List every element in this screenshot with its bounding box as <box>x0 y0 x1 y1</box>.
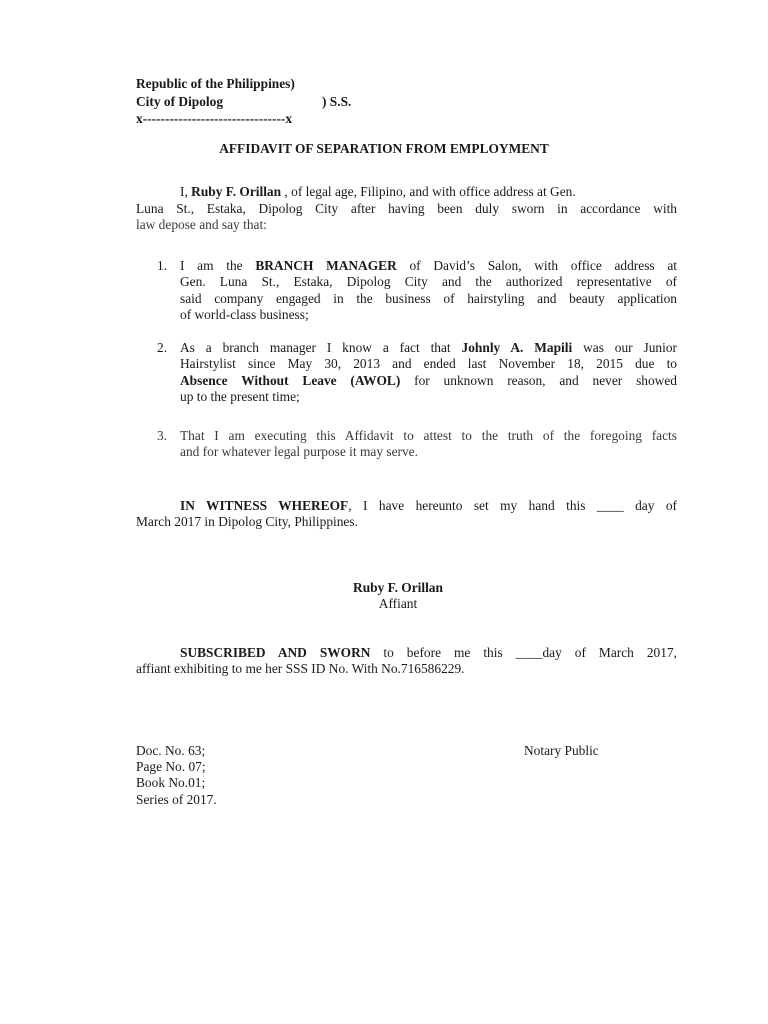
intro-pre: I, <box>180 184 192 199</box>
jurat-heading: SUBSCRIBED AND SWORN <box>180 645 371 660</box>
book-number: Book No.01; <box>136 775 206 790</box>
intro-line-3: law depose and say that: <box>136 217 267 232</box>
caption-ss: ) S.S. <box>322 94 352 109</box>
jurat-line1-rest: to before me this ____day of March 2017, <box>370 645 677 660</box>
intro-line-2: Luna St., Estaka, Dipolog City after having been duly sworn in accordance with <box>136 201 677 216</box>
item-3-line-1: That I am executing this Affidavit to attest to the truth of the foregoing facts <box>180 428 677 443</box>
jurat-line-2: affiant exhibiting to me her SSS ID No. With No.716586229. <box>136 661 465 676</box>
item-2-post: was our Junior <box>572 340 677 355</box>
witness-heading: IN WITNESS WHEREOF <box>180 498 349 513</box>
item-1-role: BRANCH MANAGER <box>255 258 397 273</box>
item-2-number: 2. <box>157 340 168 355</box>
witness-line1-rest: , I have hereunto set my hand this ____ day of <box>348 498 678 513</box>
item-3-line-2: and for whatever legal purpose it may serve. <box>180 444 418 459</box>
intro-line-1 <box>136 184 677 200</box>
item-2-line-4: up to the present time; <box>180 389 300 404</box>
item-2-awol: Absence Without Leave (AWOL) <box>180 373 401 388</box>
doc-number: Doc. No. 63; <box>136 743 206 758</box>
series-year: Series of 2017. <box>136 792 217 807</box>
item-1-post: of David’s Salon, with office address at <box>396 258 678 273</box>
item-1-line-1 <box>180 258 677 274</box>
item-2-line-1 <box>180 340 677 356</box>
item-2-pre: As a branch manager I know a fact that <box>180 340 462 355</box>
item-1-line-2: Gen. Luna St., Estaka, Dipolog City and the authorized representative of <box>180 274 677 289</box>
witness-line-2: March 2017 in Dipolog City, Philippines. <box>136 514 358 529</box>
item-2-line-2: Hairstylist since May 30, 2013 and ended last November 18, 2015 due to <box>180 356 677 371</box>
caption-city-line <box>136 94 696 110</box>
item-1-line-4: of world-class business; <box>180 307 309 322</box>
affiant-label: Affiant <box>378 596 418 611</box>
intro-line1-rest: , of legal age, Filipino, and with office address at Gen. <box>281 184 576 199</box>
item-2-employee-name: Johnly A. Mapili <box>461 340 573 355</box>
affiant-signature-name: Ruby F. Orillan <box>353 580 443 595</box>
item-2-line3-post: for unknown reason, and never showed <box>400 373 677 388</box>
witness-line-1 <box>136 498 677 514</box>
affiant-name-inline: Ruby F. Orillan <box>191 184 282 199</box>
item-2-line-3 <box>180 373 677 389</box>
jurat-line-1 <box>136 645 677 661</box>
caption-separator: x--------------------------------x <box>136 111 293 126</box>
item-1-number: 1. <box>157 258 168 273</box>
item-3-number: 3. <box>157 428 168 443</box>
caption-city: City of Dipolog <box>136 94 224 109</box>
item-1-pre: I am the <box>180 258 256 273</box>
document-title: AFFIDAVIT OF SEPARATION FROM EMPLOYMENT <box>219 141 549 156</box>
item-1-line-3: said company engaged in the business of hairstyling and beauty application <box>180 291 677 306</box>
caption-republic: Republic of the Philippines) <box>136 76 295 91</box>
page-number: Page No. 07; <box>136 759 206 774</box>
notary-public-label: Notary Public <box>524 743 599 758</box>
